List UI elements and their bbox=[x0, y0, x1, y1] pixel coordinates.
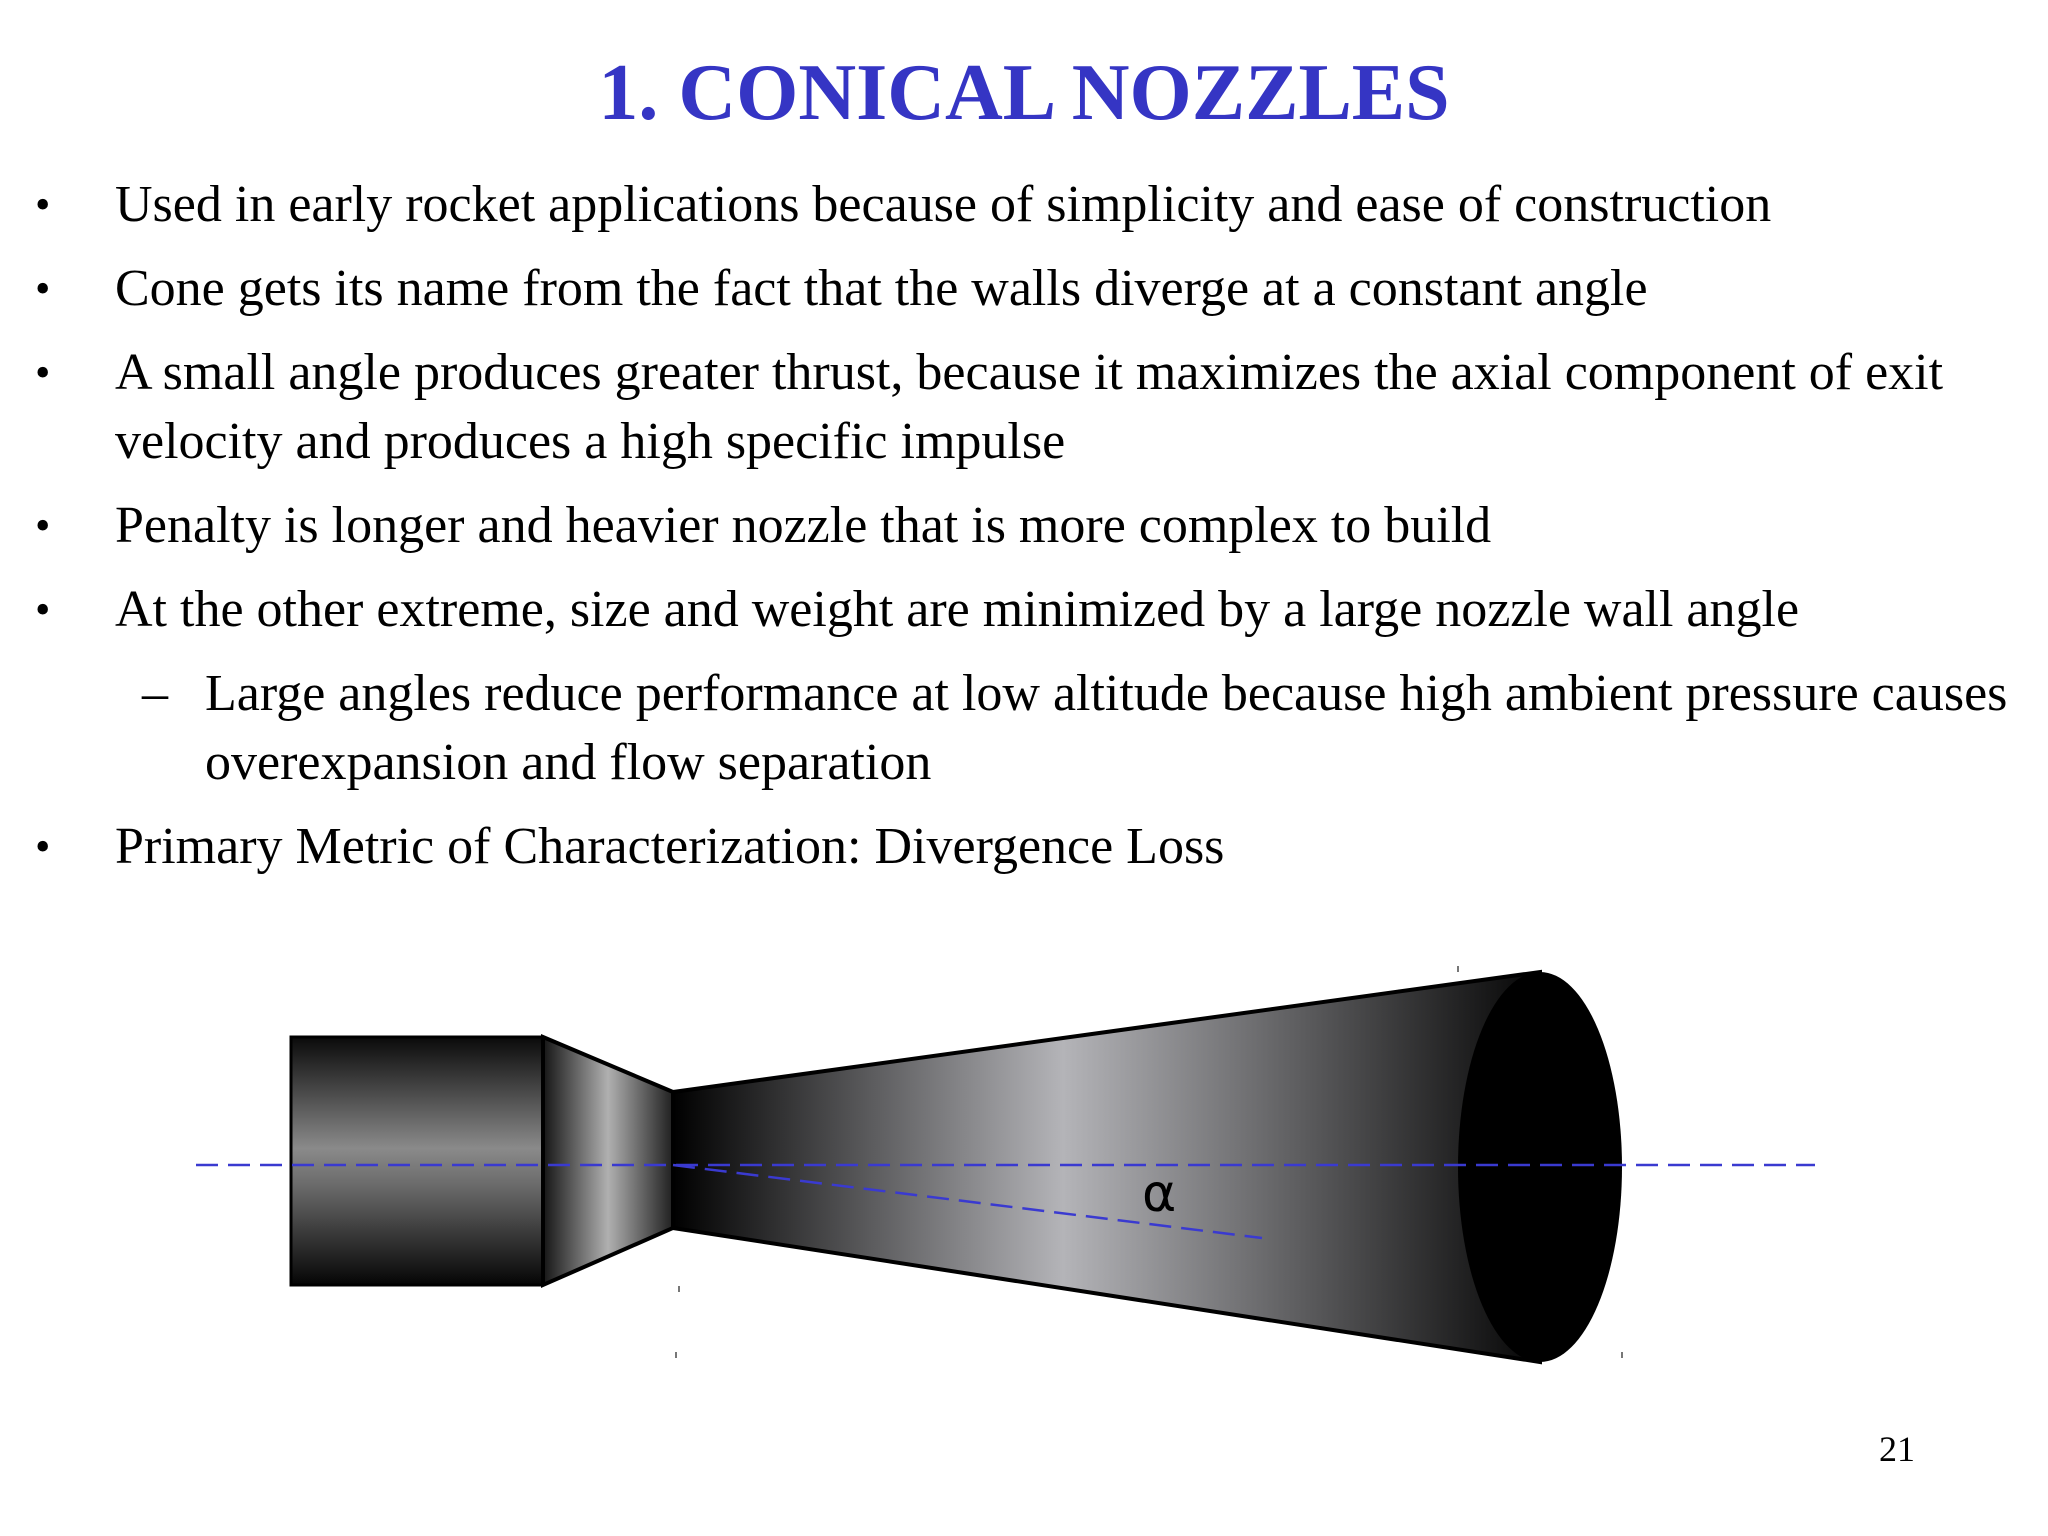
bullet-item bbox=[30, 254, 2010, 323]
bullet-marker: • bbox=[35, 180, 51, 229]
nozzle-exit bbox=[1458, 972, 1622, 1362]
bullet-text: At the other extreme, size and weight are minimized by a large nozzle wall angle bbox=[115, 581, 1800, 638]
combustion-chamber bbox=[291, 1037, 543, 1285]
bullet-text: A small angle produces greater thrust, because it maximizes the axial component of exit velocity and produces a high specific impulse bbox=[115, 344, 1944, 470]
bullet-text: Used in early rocket applications because of simplicity and ease of construction bbox=[115, 176, 1772, 233]
converging-section bbox=[543, 1037, 673, 1285]
bullet-list bbox=[30, 170, 2010, 896]
sub-bullet-text: Large angles reduce performance at low altitude because high ambient pressure causes overexpansion and flow separation bbox=[205, 665, 2008, 791]
page-number: 21 bbox=[1879, 1429, 1915, 1469]
bullet-item bbox=[30, 338, 2010, 476]
bullet-marker: • bbox=[35, 822, 51, 871]
diverging-cone bbox=[673, 972, 1540, 1362]
bullet-marker: • bbox=[35, 501, 51, 550]
bullet-item bbox=[30, 812, 2010, 881]
bullet-text: Penalty is longer and heavier nozzle that is more complex to build bbox=[115, 497, 1492, 554]
bullet-marker: • bbox=[35, 264, 51, 313]
sub-bullet-marker: – bbox=[142, 665, 168, 722]
bullet-marker: • bbox=[35, 348, 51, 397]
conical-nozzle-diagram bbox=[0, 900, 2048, 1380]
slide-title: 1. CONICAL NOZZLES bbox=[598, 49, 1450, 137]
bullet-marker: • bbox=[35, 585, 51, 634]
bullet-item bbox=[30, 575, 2010, 644]
bullet-item bbox=[30, 491, 2010, 560]
bullet-text: Primary Metric of Characterization: Divergence Loss bbox=[115, 818, 1225, 875]
angle-label: α bbox=[1142, 1164, 1177, 1224]
sub-bullet-item bbox=[30, 659, 2010, 797]
bullet-item bbox=[30, 170, 2010, 239]
bullet-text: Cone gets its name from the fact that the walls diverge at a constant angle bbox=[115, 260, 1648, 317]
